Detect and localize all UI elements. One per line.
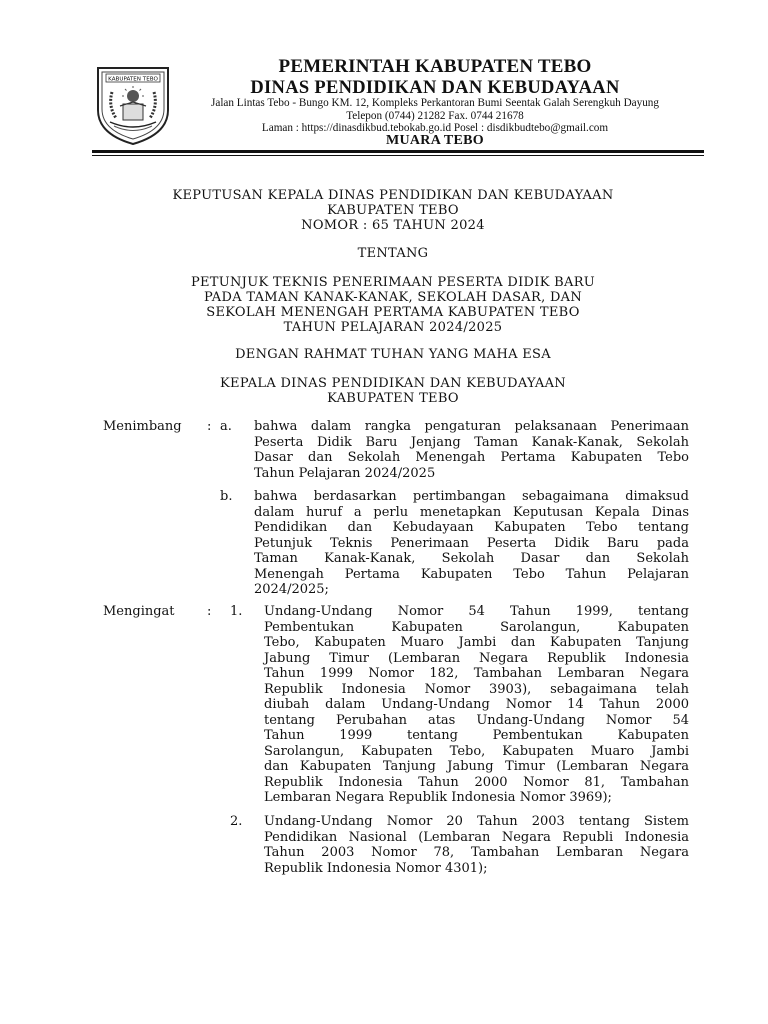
menimbang-a-line: Tahun Pelajaran 2024/2025 [254, 465, 436, 481]
menimbang-a-line: bahwa dalam rangka pengaturan pelaksanaan Penerimaan [254, 419, 689, 434]
menimbang-b-marker: b. [220, 489, 233, 504]
mengingat-colon: : [207, 604, 212, 619]
mengingat-1-line: Tahun 1999 tentang Pembentukan Kabupaten [264, 728, 689, 743]
letterhead-address: Jalan Lintas Tebo - Bungo KM. 12, Kompleks Perkantoran Bumi Seentak Galah Serengkuh Dayung [211, 97, 659, 109]
letterhead-phone: Telepon (0744) 21282 Fax. 0744 21678 [346, 110, 524, 122]
mengingat-2-line: Tahun 2003 Nomor 78, Tambahan Lembaran Negara [264, 845, 689, 860]
mengingat-1-line: diubah dalam Undang-Undang Nomor 14 Tahun 2000 [264, 697, 689, 712]
menimbang-b-line: bahwa berdasarkan pertimbangan sebagaimana dimaksud [254, 489, 689, 504]
subject-line: SEKOLAH MENENGAH PERTAMA KABUPATEN TEBO [206, 305, 580, 320]
mengingat-1-marker: 1. [230, 604, 243, 619]
menimbang-a-marker: a. [220, 419, 232, 434]
official-line: KEPALA DINAS PENDIDIKAN DAN KEBUDAYAAN [220, 376, 566, 391]
letterhead-divider-thin [92, 155, 704, 156]
menimbang-a-line: Dasar dan Sekolah Menengah Pertama Kabupaten Tebo [254, 450, 689, 465]
letterhead-web: Laman : https://dinasdikbud.tebokab.go.id Posel : disdikbudtebo@gmail.com [261, 122, 609, 134]
mengingat-2-line: Pendidikan Nasional (Lembaran Negara Republi Indonesia [264, 829, 689, 845]
menimbang-b-line: Pendidikan dan Kebudayaan Kabupaten Tebo tentang [254, 520, 689, 535]
mengingat-1-line: Republik Indonesia Nomor 3903), sebagaimana telah [264, 681, 689, 697]
blessing-line: DENGAN RAHMAT TUHAN YANG MAHA ESA [235, 347, 551, 362]
decree-number: NOMOR : 65 TAHUN 2024 [301, 218, 485, 233]
kabupaten-tebo-seal-icon [90, 62, 176, 148]
letterhead-divider [92, 150, 704, 153]
subject-line: TAHUN PELAJARAN 2024/2025 [283, 320, 503, 335]
decree-title-line: KABUPATEN TEBO [327, 203, 459, 218]
menimbang-b-line: Menengah Pertama Kabupaten Tebo Tahun Pelajaran [254, 566, 689, 582]
menimbang-colon: : [207, 419, 212, 434]
menimbang-b-line: dalam huruf a perlu menetapkan Keputusan Kepala Dinas [254, 504, 689, 520]
letterhead-city: MUARA TEBO [385, 133, 485, 148]
mengingat-1-line: Lembaran Negara Republik Indonesia Nomor 3969); [264, 790, 612, 805]
subject-line: PADA TAMAN KANAK-KANAK, SEKOLAH DASAR, DAN [203, 290, 583, 305]
mengingat-1-line: Jabung Timur (Lembaran Negara Republik Indonesia [264, 650, 689, 666]
menimbang-a-line: Peserta Didik Baru Jenjang Taman Kanak-Kanak, Sekolah [254, 434, 689, 450]
mengingat-label: Mengingat [103, 604, 175, 619]
official-line: KABUPATEN TEBO [327, 391, 459, 406]
mengingat-1-line: tentang Perubahan atas Undang-Undang Nomor 54 [264, 712, 689, 728]
mengingat-1-line: Undang-Undang Nomor 54 Tahun 1999, tentang [264, 604, 689, 619]
menimbang-b-line: Petunjuk Teknis Penerimaan Peserta Didik Baru pada [254, 535, 689, 551]
mengingat-2-marker: 2. [230, 814, 243, 829]
mengingat-1-line: Sarolangun, Kabupaten Tebo, Kabupaten Muaro Jambi [264, 743, 689, 759]
letterhead-department: DINAS PENDIDIKAN DAN KEBUDAYAAN [250, 78, 620, 98]
menimbang-label: Menimbang [103, 419, 182, 434]
mengingat-1-line: Tebo, Kabupaten Muaro Jambi dan Kabupaten Tanjung [264, 635, 689, 650]
subject-line: PETUNJUK TEKNIS PENERIMAAN PESERTA DIDIK BARU [190, 275, 596, 290]
menimbang-b-line: 2024/2025; [254, 582, 329, 597]
svg-text:KABUPATEN TEBO: KABUPATEN TEBO [108, 76, 158, 83]
mengingat-2-line: Republik Indonesia Nomor 4301); [264, 860, 488, 876]
menimbang-b-line: Taman Kanak-Kanak, Sekolah Dasar dan Sekolah [254, 551, 689, 566]
mengingat-1-line: Tahun 1999 Nomor 182, Tambahan Lembaran Negara [264, 666, 689, 681]
mengingat-1-line: Pembentukan Kabupaten Sarolangun, Kabupaten [264, 619, 689, 635]
mengingat-2-line: Undang-Undang Nomor 20 Tahun 2003 tentang Sistem [264, 814, 689, 829]
about-heading: TENTANG [357, 246, 429, 261]
mengingat-1-line: dan Kabupaten Tanjung Jabung Timur (Lembaran Negara [264, 759, 689, 774]
mengingat-1-line: Republik Indonesia Tahun 2000 Nomor 81, Tambahan [264, 774, 689, 790]
letterhead-government: PEMERINTAH KABUPATEN TEBO [278, 56, 592, 77]
decree-title-line: KEPUTUSAN KEPALA DINAS PENDIDIKAN DAN KEBUDAYAAN [172, 188, 614, 203]
